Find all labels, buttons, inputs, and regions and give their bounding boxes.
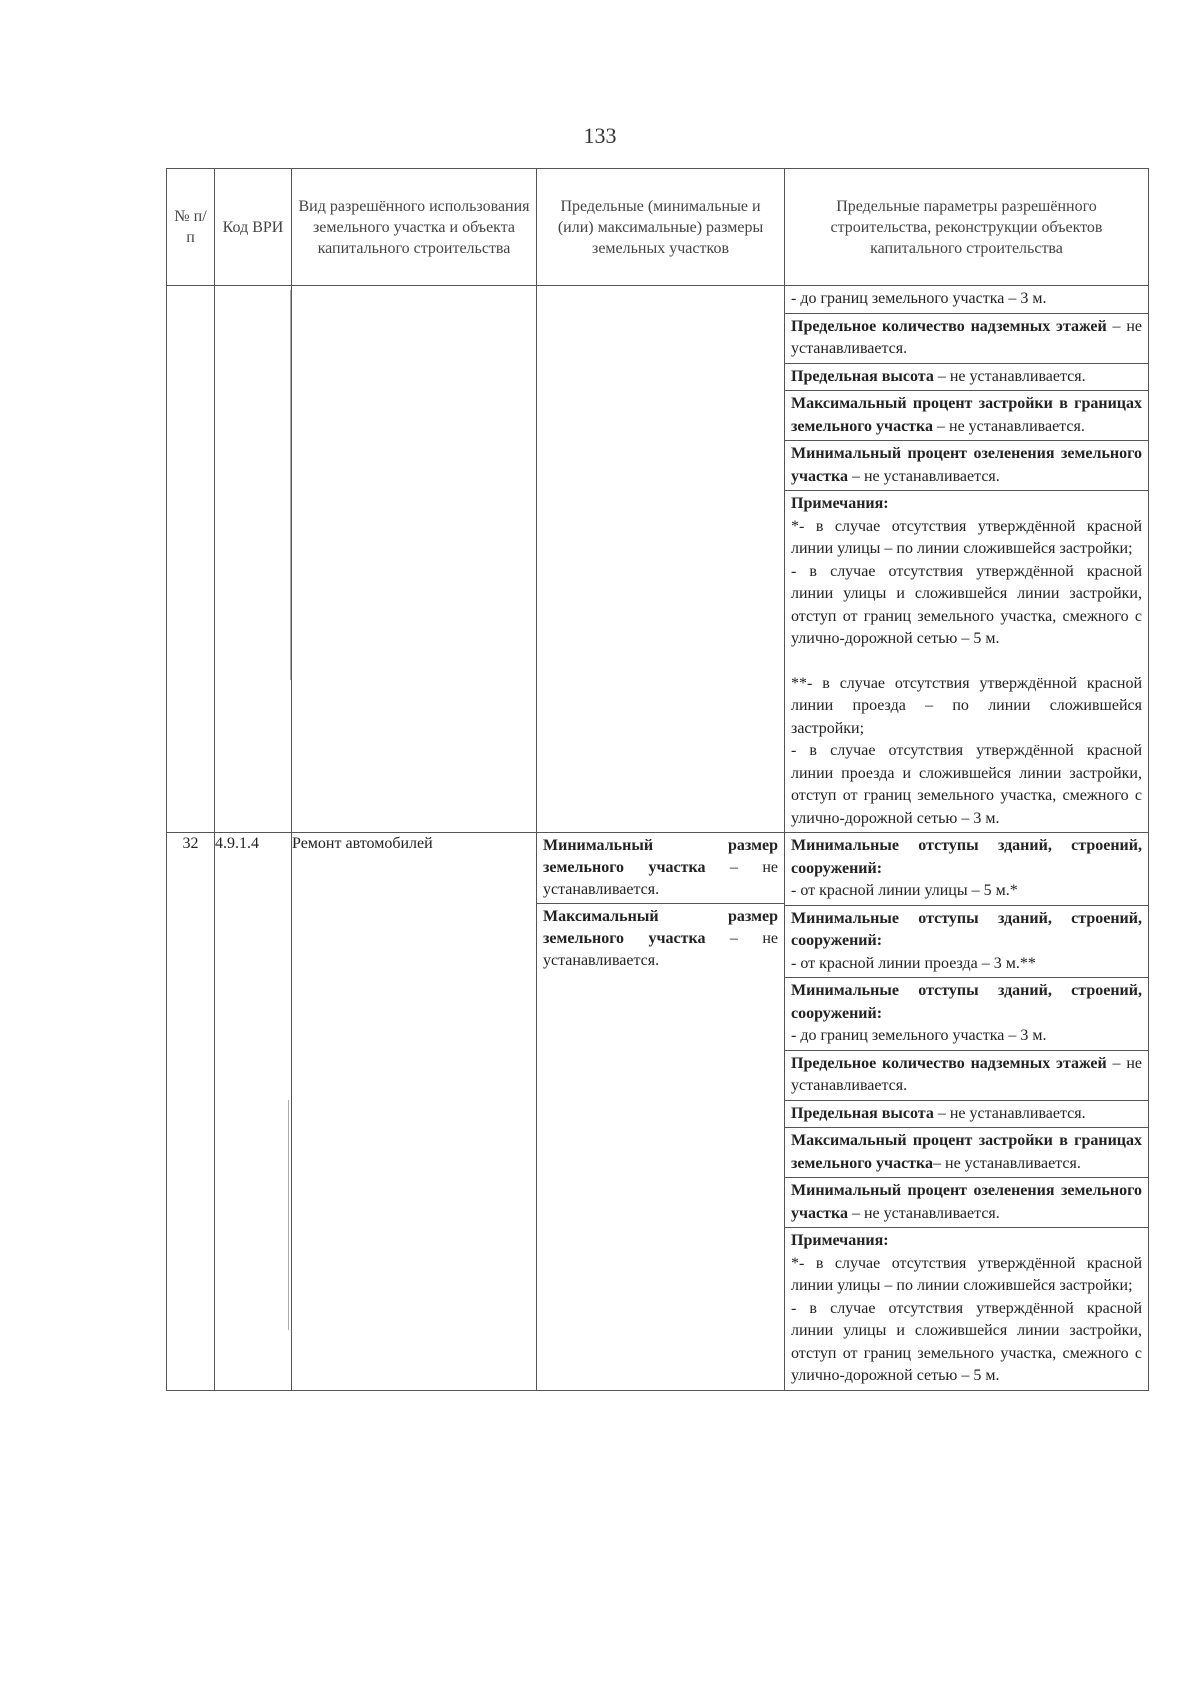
cell-code-empty bbox=[215, 286, 292, 833]
param-item: Предельное количество надземных этажей – не устанавливается. bbox=[785, 1051, 1148, 1101]
page-number: 133 bbox=[583, 123, 617, 148]
cell-kind: Ремонт автомобилей bbox=[292, 833, 537, 1391]
param-item: Предельное количество надземных этажей – не устанавливается. bbox=[785, 314, 1148, 364]
land-use-table bbox=[166, 168, 1149, 1391]
note-gap bbox=[791, 651, 1142, 673]
cell-sizes-empty bbox=[537, 286, 785, 833]
cell-num: 32 bbox=[167, 833, 215, 1391]
note-line: *- в случае отсутствия утверждённой красной линии улицы – по линии сложившейся застройки; bbox=[791, 517, 1142, 557]
param-item: Минимальные отступы зданий, строений, сооружений: - от красной линии проезда – 3 м.** bbox=[785, 906, 1148, 979]
scan-artifact-line bbox=[288, 1100, 289, 1330]
note-line: *- в случае отсутствия утверждённой красной линии улицы – по линии сложившейся застройки; bbox=[791, 1254, 1142, 1294]
param-item: Минимальные отступы зданий, строений, сооружений: - от красной линии улицы – 5 м.* bbox=[785, 833, 1148, 906]
cell-params bbox=[785, 833, 1149, 1391]
scan-artifact-line bbox=[290, 290, 291, 680]
param-item: Максимальный процент застройки в границах земельного участка– не устанавливается. bbox=[785, 1128, 1148, 1178]
header-sizes: Предельные (минимальные и (или) максимальные) размеры земельных участков bbox=[537, 169, 785, 286]
header-params: Предельные параметры разрешённого строительства, реконструкции объектов капитального строительства bbox=[785, 169, 1149, 286]
cell-sizes bbox=[537, 833, 785, 1391]
cell-num-empty bbox=[167, 286, 215, 833]
param-item: Максимальный процент застройки в границах земельного участка – не устанавливается. bbox=[785, 391, 1148, 441]
note-line: - в случае отсутствия утверждённой красной линии улицы и сложившейся линии застройки, отступ от границ земельного участка, смежного с улично-дорожной сетью – 5 м. bbox=[791, 1299, 1142, 1384]
param-item: Предельная высота – не устанавливается. bbox=[785, 1101, 1148, 1129]
table-row-32 bbox=[167, 833, 1149, 1391]
note-line: - в случае отсутствия утверждённой красной линии проезда и сложившейся линии застройки, отступ от границ земельного участка, смежного с улично-дорожной сетью – 3 м. bbox=[791, 742, 1142, 827]
header-num: № п/п bbox=[167, 169, 215, 286]
table-row-continuation bbox=[167, 286, 1149, 833]
size-item: Максимальный размер земельного участка – не устанавливается. bbox=[543, 908, 778, 969]
param-item: - до границ земельного участка – 3 м. bbox=[785, 286, 1148, 314]
param-item: Предельная высота – не устанавливается. bbox=[785, 364, 1148, 392]
cell-kind-empty bbox=[292, 286, 537, 833]
param-item: Минимальный процент озеленения земельного участка – не устанавливается. bbox=[785, 441, 1148, 491]
cell-code: 4.9.1.4 bbox=[215, 833, 292, 1391]
header-code: Код ВРИ bbox=[215, 169, 292, 286]
notes-block bbox=[785, 1228, 1148, 1390]
table-header-row bbox=[167, 169, 1149, 286]
notes-title: Примечания: bbox=[791, 495, 889, 512]
cell-params-continuation bbox=[785, 286, 1149, 833]
param-item: Минимальный процент озеленения земельного участка – не устанавливается. bbox=[785, 1178, 1148, 1228]
size-item: Минимальный размер земельного участка – не устанавливается. bbox=[537, 833, 784, 904]
header-kind: Вид разрешённого использования земельного участка и объекта капитального строительства bbox=[292, 169, 537, 286]
note-line: - в случае отсутствия утверждённой красной линии улицы и сложившейся линии застройки, отступ от границ земельного участка, смежного с улично-дорожной сетью – 5 м. bbox=[791, 562, 1142, 647]
notes-block bbox=[785, 491, 1148, 832]
param-item: Минимальные отступы зданий, строений, сооружений: - до границ земельного участка – 3 м. bbox=[785, 978, 1148, 1051]
notes-title: Примечания: bbox=[791, 1232, 889, 1249]
note-line: **- в случае отсутствия утверждённой красной линии проезда – по линии сложившейся застройки; bbox=[791, 674, 1142, 737]
